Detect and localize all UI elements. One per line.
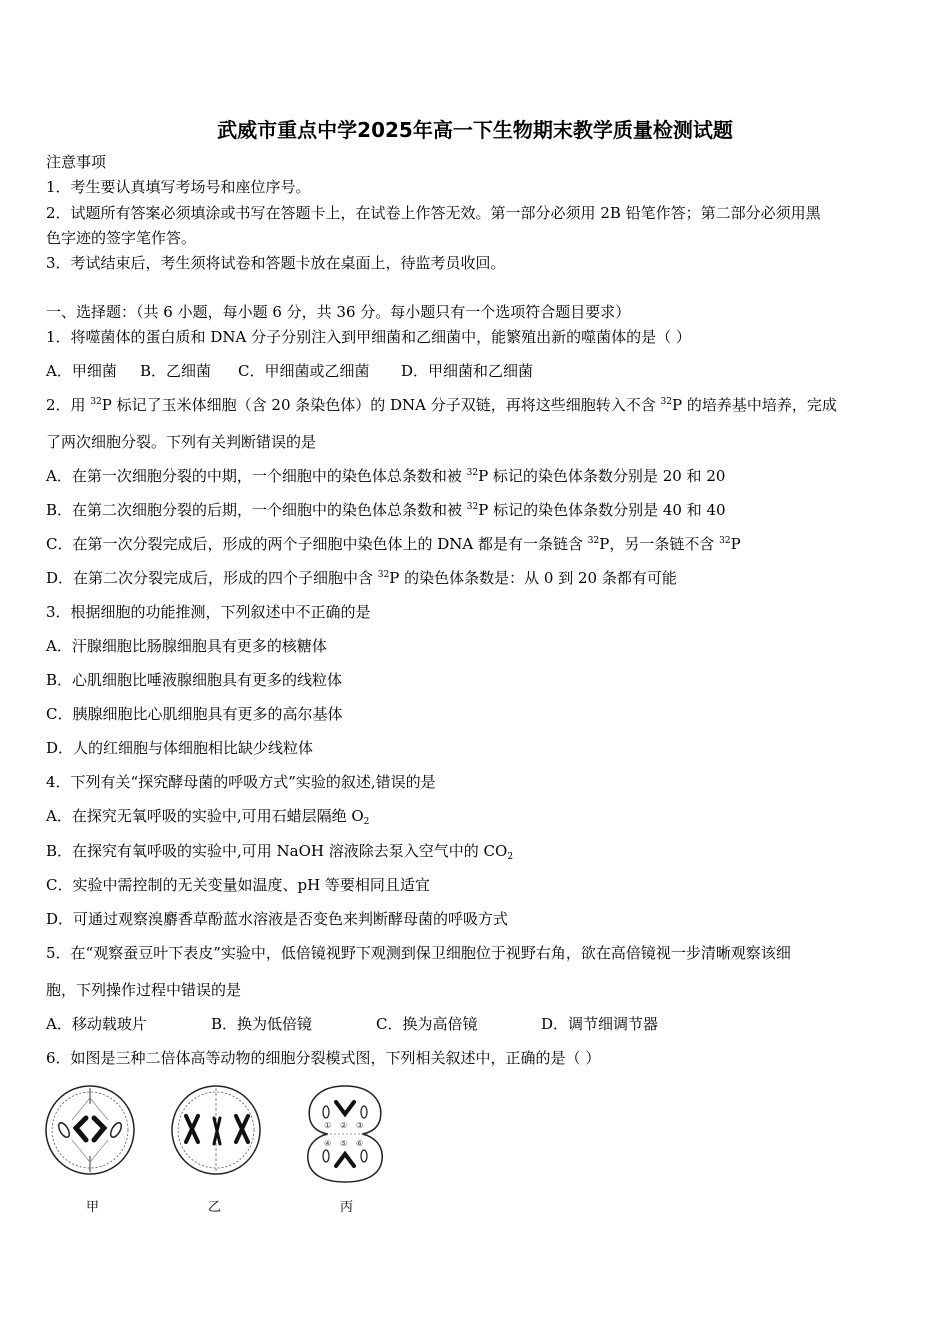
question-3-stem: 3．根据细胞的功能推测，下列叙述中不正确的是 (46, 603, 371, 621)
text-run: C．在第一次分裂完成后，形成的两个子细胞中染色体上的 DNA 都是有一条链含 (46, 535, 588, 553)
q2-option-b (46, 500, 726, 520)
notice-item-2-cont: 色字迹的签字笔作答。 (46, 229, 197, 247)
q1-option-b: B．乙细菌 (140, 362, 212, 380)
question-5-stem: 5．在“观察蚕豆叶下表皮”实验中，低倍镜视野下观测到保卫细胞位于视野右角，欲在高倍镜视一步清晰观察该细 (46, 944, 791, 962)
question-5-options (46, 1014, 658, 1034)
question-5-stem-cont: 胞，下列操作过程中错误的是 (46, 981, 242, 999)
q4-option-d: D．可通过观察溴麝香草酚蓝水溶液是否变色来判断酵母菌的呼吸方式 (46, 910, 509, 928)
subscript-2: 2 (507, 852, 514, 862)
text-run: P 的培养基中培养，完成 (672, 396, 837, 414)
cell-diagram-jia (44, 1084, 136, 1176)
q5-option-d: D．调节细调节器 (541, 1015, 659, 1033)
num-4: ④ (324, 1139, 332, 1148)
figure-label-bing: 丙 (340, 1200, 354, 1215)
cell-diagram-yi (170, 1084, 262, 1176)
q4-option-a (46, 806, 369, 826)
superscript-32: 32 (90, 397, 102, 407)
notice-heading: 注意事项 (46, 153, 107, 171)
text-run: P，另一条链不含 (599, 535, 720, 553)
question-6-stem: 6．如图是三种二倍体高等动物的细胞分裂模式图，下列相关叙述中，正确的是（ ） (46, 1049, 601, 1067)
notice-item-3: 3．考试结束后，考生须将试卷和答题卡放在桌面上，待监考员收回。 (46, 254, 506, 272)
superscript-32: 32 (466, 502, 479, 512)
q1-option-a: A．甲细菌 (46, 362, 117, 380)
text-run: B．在探究有氧呼吸的实验中,可用 NaOH 溶液除去泵入空气中的 CO (46, 842, 508, 860)
text-run: A．在第一次细胞分裂的中期，一个细胞中的染色体总条数和被 (46, 467, 467, 485)
q3-option-a: A．汗腺细胞比肠腺细胞具有更多的核糖体 (46, 637, 327, 655)
num-2: ② (340, 1121, 348, 1130)
num-1: ① (324, 1121, 332, 1130)
text-run: P 标记的染色体条数分别是 20 和 20 (478, 467, 726, 485)
q5-option-b: B．换为低倍镜 (211, 1015, 313, 1033)
q4-option-c: C．实验中需控制的无关变量如温度、pH 等要相同且适宜 (46, 876, 430, 894)
q5-option-a: A．移动载玻片 (46, 1015, 147, 1033)
q3-option-b: B．心肌细胞比唾液腺细胞具有更多的线粒体 (46, 671, 343, 689)
section-heading: 一、选择题：（共 6 小题，每小题 6 分，共 36 分。每小题只有一个选项符合题目要求） (46, 303, 631, 321)
text-run: P 的染色体条数是：从 0 到 20 条都有可能 (389, 569, 677, 587)
superscript-32: 32 (660, 397, 672, 407)
notice-item-2: 2．试题所有答案必须填涂或书写在答题卡上，在试卷上作答无效。第一部分必须用 2B 铅笔作答；第二部分必须用黑 (46, 204, 821, 222)
q2-option-d (46, 568, 677, 588)
q3-option-d: D．人的红细胞与体细胞相比缺少线粒体 (46, 739, 314, 757)
superscript-32: 32 (719, 536, 731, 546)
question-1-stem: 1．将噬菌体的蛋白质和 DNA 分子分别注入到甲细菌和乙细菌中，能繁殖出新的噬菌体的是（ ） (46, 328, 691, 346)
superscript-32: 32 (466, 468, 479, 478)
text-run: P 标记了玉米体细胞（含 20 条染色体）的 DNA 分子双链，再将这些细胞转入不含 (101, 396, 661, 414)
num-3: ③ (356, 1121, 364, 1130)
question-1-options (46, 361, 533, 381)
question-4-stem: 4．下列有关“探究酵母菌的呼吸方式”实验的叙述,错误的是 (46, 773, 436, 791)
figure-label-yi: 乙 (208, 1200, 222, 1215)
question-2-stem (46, 395, 837, 415)
text-run: P (730, 535, 741, 553)
figure-label-jia: 甲 (86, 1200, 100, 1215)
text-run: D．在第二次分裂完成后，形成的四个子细胞中含 (46, 569, 378, 587)
text-run: B．在第二次细胞分裂的后期，一个细胞中的染色体总条数和被 (46, 501, 467, 519)
text-run: P 标记的染色体条数分别是 40 和 40 (478, 501, 726, 519)
notice-item-1: 1．考生要认真填写考场号和座位序号。 (46, 178, 311, 196)
page-title: 武威市重点中学2025年高一下生物期末教学质量检测试题 (217, 118, 733, 142)
superscript-32: 32 (377, 570, 390, 580)
q2-option-a (46, 466, 725, 486)
superscript-32: 32 (587, 536, 600, 546)
question-2-stem-cont: 了两次细胞分裂。下列有关判断错误的是 (46, 433, 317, 451)
cell-diagram-bing (302, 1082, 388, 1184)
q1-option-c: C．甲细菌或乙细菌 (238, 362, 370, 380)
text-run: A．在探究无氧呼吸的实验中,可用石蜡层隔绝 O (46, 807, 364, 825)
q5-option-c: C．换为高倍镜 (376, 1015, 478, 1033)
q2-option-c (46, 534, 741, 554)
num-5: ⑤ (340, 1139, 348, 1148)
text-run: 2．用 (46, 396, 91, 414)
subscript-2: 2 (363, 817, 370, 827)
q3-option-c: C．胰腺细胞比心肌细胞具有更多的高尔基体 (46, 705, 343, 723)
num-6: ⑥ (356, 1139, 364, 1148)
q1-option-d: D．甲细菌和乙细菌 (401, 362, 534, 380)
q4-option-b (46, 841, 513, 861)
